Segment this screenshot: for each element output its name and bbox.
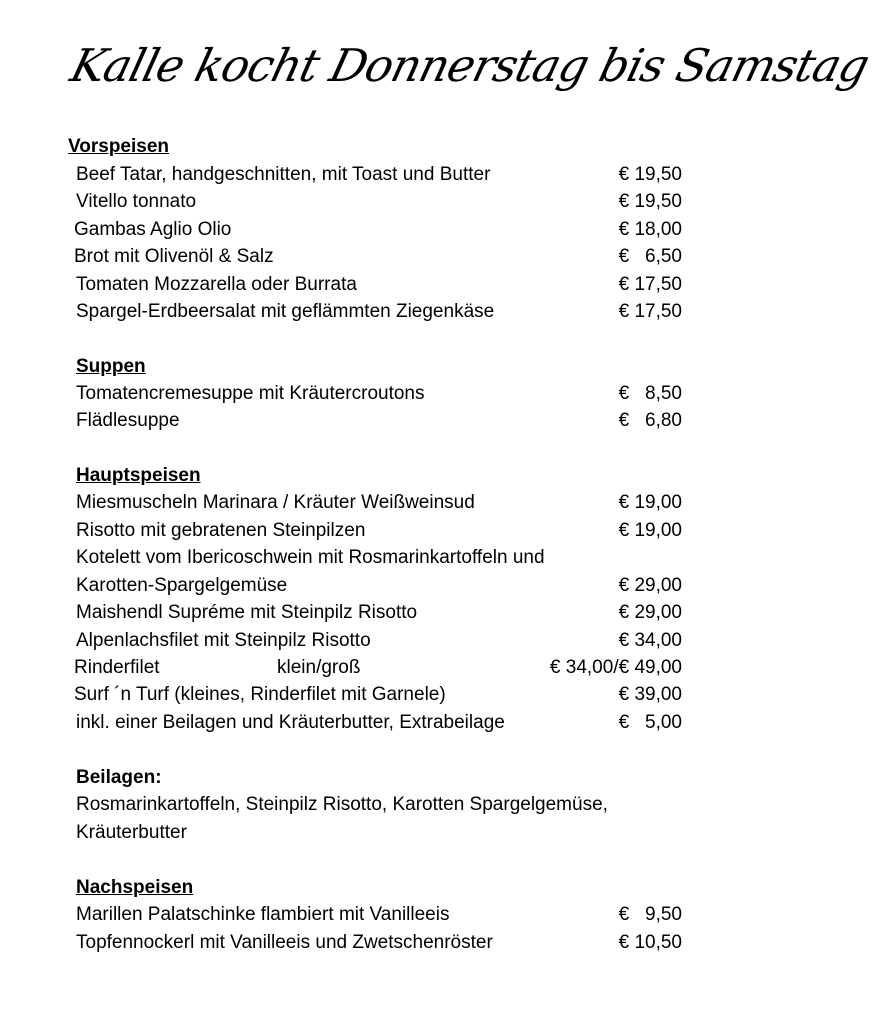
item-spargel-salat: Spargel-Erdbeersalat mit geflämmten Ziegenkäse [76, 301, 495, 322]
price-beef-tatar: € 19,50 [618, 164, 682, 185]
item-risotto: Risotto mit gebratenen Steinpilzen [76, 520, 366, 541]
item-alpenlachsfilet: Alpenlachsfilet mit Steinpilz Risotto [76, 630, 371, 651]
beilagen-line-2: Kräuterbutter [76, 822, 187, 843]
item-flaedlesuppe: Flädlesuppe [76, 410, 180, 431]
item-vitello-tonnato: Vitello tonnato [76, 191, 197, 212]
heading-vorspeisen: Vorspeisen [68, 136, 170, 157]
price-gambas: € 18,00 [618, 219, 682, 240]
beilagen-line-1: Rosmarinkartoffeln, Steinpilz Risotto, Karotten Spargelgemüse, [76, 794, 608, 815]
item-tomaten-mozzarella: Tomaten Mozzarella oder Burrata [76, 274, 357, 295]
price-risotto: € 19,00 [618, 520, 682, 541]
price-vitello-tonnato: € 19,50 [618, 191, 682, 212]
price-marillen-palatschinke: € 9,50 [618, 904, 682, 925]
heading-hauptspeisen: Hauptspeisen [76, 465, 201, 486]
item-kotelett: Kotelett vom Ibericoschwein mit Rosmarinkartoffeln und [76, 547, 545, 568]
item-marillen-palatschinke: Marillen Palatschinke flambiert mit Vanilleeis [76, 904, 450, 925]
price-miesmuscheln: € 19,00 [618, 492, 682, 513]
item-maishendl: Maishendl Supréme mit Steinpilz Risotto [76, 602, 418, 623]
price-spargel-salat: € 17,50 [618, 301, 682, 322]
price-tomaten-mozzarella: € 17,50 [618, 274, 682, 295]
price-tomatencremesuppe: € 8,50 [618, 383, 682, 404]
item-miesmuscheln: Miesmuscheln Marinara / Kräuter Weißweinsud [76, 492, 475, 513]
rinderfilet-size: klein/groß [277, 657, 361, 678]
item-beef-tatar: Beef Tatar, handgeschnitten, mit Toast und Butter [76, 164, 491, 185]
price-maishendl: € 29,00 [618, 602, 682, 623]
menu-title: Kalle kocht Donnerstag bis Samstag [65, 39, 874, 92]
heading-beilagen: Beilagen: [76, 767, 162, 788]
price-kotelett: € 29,00 [618, 575, 682, 596]
item-brot: Brot mit Olivenöl & Salz [74, 246, 274, 267]
heading-suppen: Suppen [76, 356, 146, 377]
price-flaedlesuppe: € 6,80 [618, 410, 682, 431]
price-surf-n-turf: € 39,00 [618, 684, 682, 705]
item-topfennockerl: Topfennockerl mit Vanilleeis und Zwetschenröster [76, 932, 493, 953]
price-rinderfilet: € 34,00/€ 49,00 [549, 657, 682, 678]
item-extrabeilage: inkl. einer Beilagen und Kräuterbutter, Extrabeilage [76, 712, 505, 733]
heading-nachspeisen: Nachspeisen [76, 877, 194, 898]
item-gambas: Gambas Aglio Olio [74, 219, 232, 240]
price-extrabeilage: € 5,00 [618, 712, 682, 733]
item-karotten-spargelgemuese: Karotten-Spargelgemüse [76, 575, 288, 596]
item-tomatencremesuppe: Tomatencremesuppe mit Kräutercroutons [76, 383, 425, 404]
item-surf-n-turf: Surf ´n Turf (kleines, Rinderfilet mit Garnele) [74, 684, 446, 705]
price-alpenlachsfilet: € 34,00 [618, 630, 682, 651]
price-brot: € 6,50 [618, 246, 682, 267]
item-rinderfilet: Rinderfilet [74, 657, 160, 678]
price-topfennockerl: € 10,50 [618, 932, 682, 953]
